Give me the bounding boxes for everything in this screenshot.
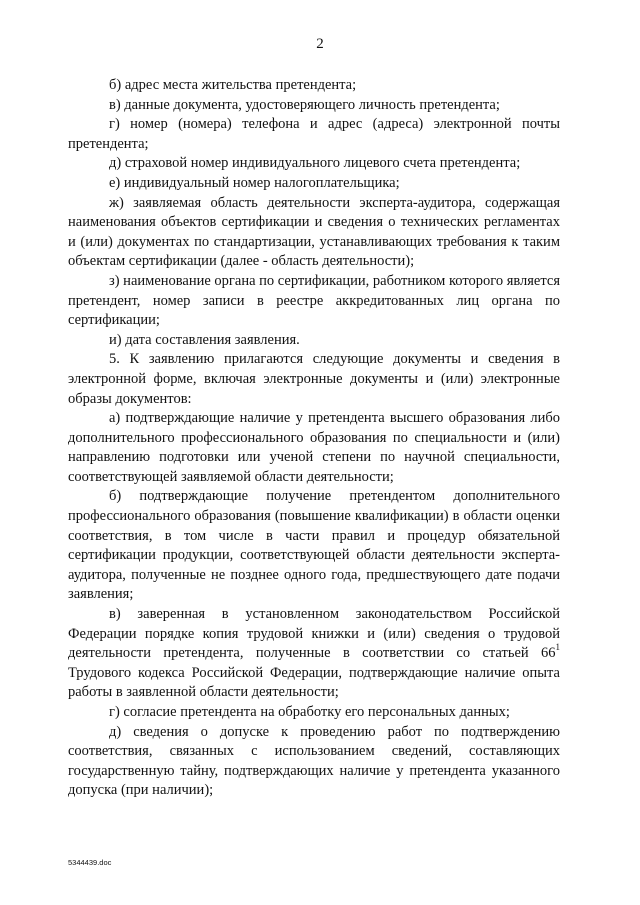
article-superscript: 1 xyxy=(555,642,560,653)
paragraph-5-attachments: 5. К заявлению прилагаются следующие документы и сведения в электронной форме, включая электронные документы и (или) электронные образы документов: xyxy=(68,351,560,407)
page-number: 2 xyxy=(316,36,324,52)
paragraph-b-qualification: б) подтверждающие получение претендентом дополнительного профессионального образования (повышение квалификации) в области оценки соответствия, в том числе в части правил и процедур обязательной сертификации продукции, соответствующей области деятельности эксперта-аудитора, полученные не позднее одного года, предшествующего дате подачи заявления; xyxy=(68,488,560,603)
paragraph-g-personal-data-consent: г) согласие претендента на обработку его персональных данных; xyxy=(109,704,510,720)
document-body xyxy=(68,76,560,801)
paragraph-d-insurance-number: д) страховой номер индивидуального лицевого счета претендента; xyxy=(109,155,521,172)
paragraph-v-employment-record xyxy=(68,605,560,703)
paragraph-d-state-secret-clearance: д) сведения о допуске к проведению работ по подтверждению соответствия, связанных с использованием сведений, составляющих государственную тайну, подтверждающих наличие у претендента указанного допуска (при наличии); xyxy=(68,723,560,799)
paragraph-a-education: а) подтверждающие наличие у претендента высшего образования либо дополнительного профессионального образования по специальности и (или) направлению подготовки или ученой степени по научной специальности, соответствующей заявляемой области деятельности; xyxy=(68,410,560,485)
employment-record-text: в) заверенная в установленном законодательством Российской Федерации порядке копия трудовой книжки и (или) сведения о трудовой деятельности претендента, полученные в соответствии со статьей 66 xyxy=(68,606,560,662)
paragraph-v-identity-document: в) данные документа, удостоверяющего личность претендента; xyxy=(109,96,500,113)
paragraph-e-tax-number: е) индивидуальный номер налогоплательщика; xyxy=(109,174,400,191)
paragraph-g-phone-email: г) номер (номера) телефона и адрес (адреса) электронной почты претендента; xyxy=(68,116,560,152)
paragraph-z-certification-body: з) наименование органа по сертификации, работником которого является претендент, номер записи в реестре аккредитованных лиц органа по сертификации; xyxy=(68,272,560,329)
footer-file-code: 5344439.doc xyxy=(68,858,112,867)
paragraph-zh-area-of-activity: ж) заявляемая область деятельности эксперта-аудитора, содержащая наименования объектов сертификации и сведения о технических регламентах и (или) документах по стандартизации, устанавливающих требования к таким объектам сертификации (далее - область деятельности); xyxy=(68,194,560,270)
paragraph-b-address: б) адрес места жительства претендента; xyxy=(109,77,357,93)
employment-record-text-end: Трудового кодекса Российской Федерации, подтверждающие наличие опыта работы в заявленной области деятельности; xyxy=(68,664,560,701)
paragraph-i-application-date: и) дата составления заявления. xyxy=(109,331,300,348)
